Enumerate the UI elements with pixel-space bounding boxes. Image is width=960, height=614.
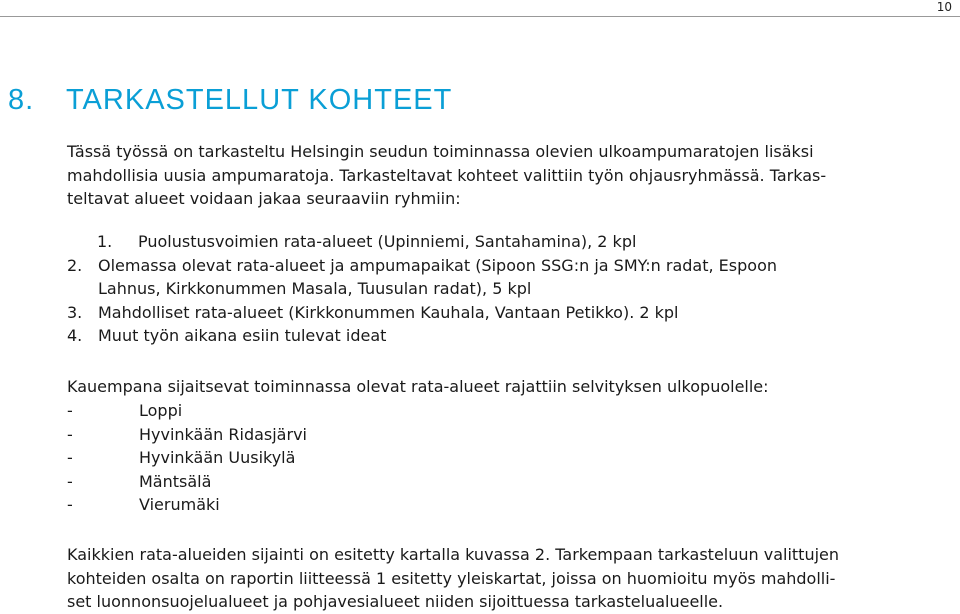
group-text: Puolustusvoimien rata-alueet (Upinniemi, Santahamina), 2 kpl	[138, 232, 637, 251]
outside-area-name: Hyvinkään Ridasjärvi	[139, 424, 307, 444]
group-text: Lahnus, Kirkkonummen Masala, Tuusulan radat), 5 kpl	[98, 279, 532, 298]
intro-paragraph	[67, 140, 826, 211]
intro-line: mahdollisia uusia ampumaratoja. Tarkasteltavat kohteet valittiin työn ohjausryhmässä. Tarkas-	[67, 165, 827, 185]
page-number: 10	[936, 0, 952, 14]
closing-line: kohteiden osalta on raportin liitteessä 1 esitetty yleiskartat, joissa on huomioitu myös mahdolli-	[67, 568, 836, 588]
group-item	[67, 301, 777, 325]
group-marker: 1.	[97, 232, 113, 251]
group-text: Olemassa olevat rata-alueet ja ampumapaikat (Sipoon SSG:n ja SMY:n radat, Espoon	[98, 255, 777, 275]
group-marker: 2.	[67, 255, 83, 275]
outside-area-item	[67, 423, 307, 447]
closing-line: set luonnonsuojelualueet ja pohjavesialueet niiden sijoittuessa tarkastelualueelle.	[67, 592, 724, 611]
outside-area-name: Mäntsälä	[139, 471, 212, 491]
intro-line: Tässä työssä on tarkasteltu Helsingin seudun toiminnassa olevien ulkoampumaratojen lisäksi	[67, 142, 814, 161]
group-text: Muut työn aikana esiin tulevat ideat	[98, 326, 387, 345]
outside-area-item	[67, 470, 307, 494]
outside-area-name: Vierumäki	[139, 495, 220, 514]
group-list	[67, 230, 777, 348]
outside-area-item	[67, 446, 307, 470]
outside-intro: Kauempana sijaitsevat toiminnassa olevat rata-alueet rajattiin selvityksen ulkopuolelle:	[67, 377, 769, 396]
group-item	[67, 324, 777, 348]
outside-area-item	[67, 399, 307, 423]
dash-marker: -	[67, 401, 73, 420]
dash-marker: -	[67, 471, 73, 491]
group-text: Mahdolliset rata-alueet (Kirkkonummen Kauhala, Vantaan Petikko). 2 kpl	[98, 302, 679, 322]
header-rule	[0, 16, 960, 17]
dash-marker: -	[67, 424, 73, 444]
dash-marker: -	[67, 495, 73, 514]
outside-area-name: Hyvinkään Uusikylä	[139, 448, 296, 467]
section-number: 8.	[8, 84, 35, 116]
outside-area-list	[67, 399, 307, 517]
intro-line: teltavat alueet voidaan jakaa seuraaviin ryhmiin:	[67, 189, 461, 208]
group-marker: 4.	[67, 326, 83, 345]
outside-area-name: Loppi	[139, 401, 183, 420]
section-heading	[8, 84, 452, 116]
closing-line: Kaikkien rata-alueiden sijainti on esitetty kartalla kuvassa 2. Tarkempaan tarkasteluun valittujen	[67, 545, 840, 564]
dash-marker: -	[67, 448, 73, 467]
group-item	[65, 230, 777, 254]
section-title: TARKASTELLUT KOHTEET	[66, 84, 453, 116]
closing-paragraph	[67, 543, 839, 614]
outside-area-item	[67, 493, 307, 517]
group-item	[67, 254, 777, 301]
group-marker: 3.	[67, 302, 83, 322]
